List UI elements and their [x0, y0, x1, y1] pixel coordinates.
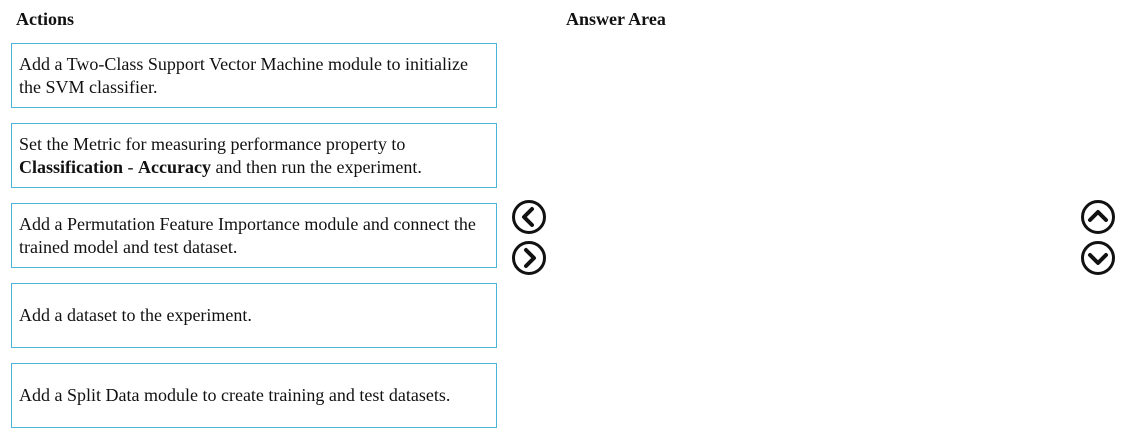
action-text-bold: Classification: [19, 156, 124, 177]
action-item-label: Add a dataset to the experiment.: [19, 305, 252, 325]
chevron-down-circle-icon: [1080, 240, 1116, 276]
chevron-right-circle-icon: [511, 240, 547, 276]
action-text-part: and then run the experiment.: [210, 156, 422, 177]
action-item-add-split-data[interactable]: [11, 363, 497, 428]
move-down-button[interactable]: [1080, 240, 1116, 276]
actions-heading: Actions: [16, 9, 74, 29]
action-text-part: -: [123, 156, 139, 177]
action-item-set-metric[interactable]: [11, 123, 497, 188]
action-item-add-pfi[interactable]: [11, 203, 497, 268]
move-left-button[interactable]: [511, 199, 547, 235]
answer-area-heading: Answer Area: [566, 9, 666, 29]
action-item-label: [19, 133, 489, 179]
action-item-label: Add a Permutation Feature Importance module and connect the trained model and test dataset.: [19, 213, 476, 257]
chevron-left-circle-icon: [511, 199, 547, 235]
answer-area-dropzone[interactable]: [566, 40, 1066, 430]
action-text-part: Set the Metric for measuring performance property to: [19, 133, 406, 154]
action-item-add-svm[interactable]: [11, 43, 497, 108]
move-up-button[interactable]: [1080, 199, 1116, 235]
action-item-label: Add a Split Data module to create training and test datasets.: [19, 385, 451, 405]
move-right-button[interactable]: [511, 240, 547, 276]
action-item-label: Add a Two-Class Support Vector Machine module to initialize the SVM classifier.: [19, 53, 468, 97]
action-text-bold: Accuracy: [138, 156, 211, 177]
action-item-add-dataset[interactable]: [11, 283, 497, 348]
chevron-up-circle-icon: [1080, 199, 1116, 235]
